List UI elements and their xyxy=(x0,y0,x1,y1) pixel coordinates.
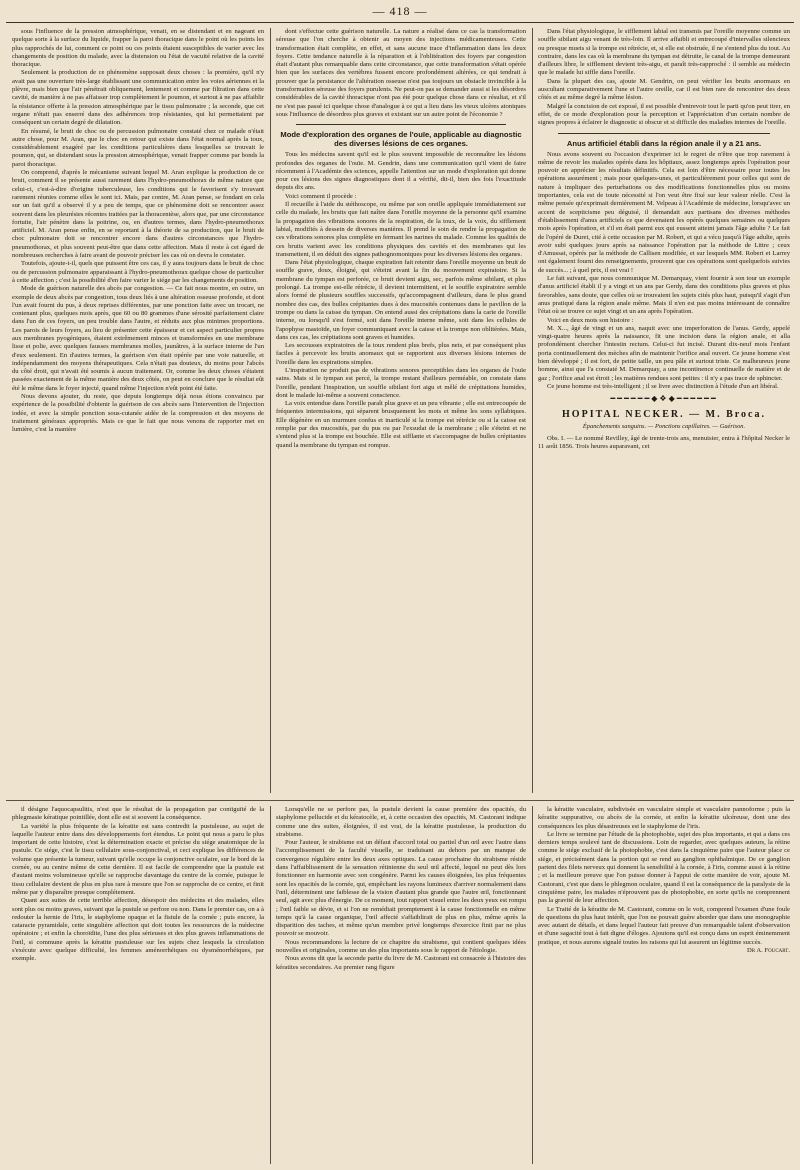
paragraph: En résumé, le bruit de choc ou de percussion pulmonaire constaté chez ce malade n'était autre chose, pour M. Aran, que le choc en retour qui existe dans l'état normal après la toux, considérablement exagéré par les conditions particulières dans lesquelles se trouvait le poumon, qui, se distendant sous la pression atmosphérique, venait frapper comme par bonds la paroi thoracique. xyxy=(12,127,264,168)
paragraph: Mode de guérison naturelle des abcès par congestion. — Ce fait nous montre, en outre, un exemple de deux abcès par congestion, tous deux liés à une altération osseuse profonde, et dont l'un avait fourni du pus, à deux reprises différentes, par une ponction faite avec un trocart, ne contenant plus, quelques mois après, que 60 ou 80 grammes d'une sérosité parfaitement claire dans l'un de ces foyers, un peu trouble dans l'autre, et réduits aux plus minimes proportions. Les parois de leurs foyers, au lieu de présenter cette épaisseur et cet aspect particulier propres aux membranes pyogéniques, étaient extrêmement minces et transformées en une membrane lisse et polie, avec quelques fausses membranes molles, jaunâtres, à la surface interne de l'un d'eux seulement. En d'autres termes, la guérison s'en était opérée par une voie naturelle, et indépendamment des moyens thérapeutiques. Cela n'était pas douteux, du moins pour l'abcès du côté droit, qui n'avait été soumis à aucun traitement. Or, comme les deux choses s'étaient passées exactement de la même manière des deux côtés, on peut en conclure que le résultat eût été le même dans le foyer injecté, quand même l'injection n'eût point été faite. xyxy=(12,285,264,392)
top-column-1 xyxy=(12,28,264,793)
paragraph: Nous recommandons la lecture de ce chapitre du strabisme, qui contient quelques idées nouvelles et originales, comme un des plus importants sous le rapport de l'étiologie. xyxy=(276,938,526,955)
paragraph: Voici en deux mots son histoire : xyxy=(547,316,634,324)
paragraph: Tous les médecins savent qu'il est le plus souvent impossible de reconnaître les lésions profondes des organes de l'ouïe. M. Gendrin, dans une communication qu'il vient de faire récemment à l'Académie des sciences, appelle l'attention sur un mode d'exploration qui donne pour ces lésions des signes diagnostiques dont il a vérifié, dit-il, bien des fois l'exactitude depuis dix ans. xyxy=(276,151,526,192)
paragraph: sous l'influence de la pression atmosphérique, venait, en se distendant et en nageant en quelque sorte à la surface du liquide, frapper la paroi thoracique dans le point où les points les plus rapprochés de lui, comment ce point ou ces points étaient susceptibles de varier avec les changements de position du malade, avec la distension ou l'état de vacuité relative de la cavité thoracique. xyxy=(12,28,264,69)
paragraph: Le fait suivant, que nous communique M. Demarquay, vient fournir à son tour un exemple d'anus artificiel établi il y a vingt et un ans par Gerdy, dans des conditions plus graves et plus favorables, sans doute, que celles où se trouvaient les sujets cités plus haut, puisqu'il s'agit d'un anus pratiqué dans la région anale même. Mais il n'en est pas moins intéressant de connaître l'état où se trouve ce sujet vingt et un ans après l'opération. xyxy=(538,275,790,316)
section-title-ear-exploration: Mode d'exploration des organes de l'ouïe, applicable au diagnostic des diverses lésions de ces organes. xyxy=(280,130,522,149)
paragraph: Dans la plupart des cas, ajoute M. Gendrin, on peut vérifier les bruits anormaux en auscultant comparativement l'une et l'autre oreille, car il est bien rare de rencontrer des deux côtés et au même degré la même lésion. xyxy=(538,77,790,102)
paragraph: L'inspiration ne produit pas de vibrations sonores perceptibles dans les organes de l'ouïe sains. Mais si le tympan est percé, la trompe restant d'ailleurs perméable, on constate dans l'oreille, pendant l'inspiration, un souffle sibilant fort aigu et mêlé de crépitations humides, dont le malade lui-même a souvent conscience. xyxy=(276,366,526,399)
paragraph: Nous devons ajouter, du reste, que depuis longtemps déjà nous étions convaincu par expérience de la possibilité d'obtenir la guérison de ces abcès sans l'intervention de l'injection iodée, et avec la simple ponction sous-cutanée aidée de la compression et des moyens de traitement généraux appropriés. Mais ce que le fait que nous venons de rapporter met en lumière, c'est la manière xyxy=(12,393,264,434)
paragraph: La variété la plus fréquente de la kératite est sans contredit la pustuleuse, au sujet de laquelle l'auteur entre dans des développements fort étendus. Le point qui nous a paru le plus important de cette histoire, c'est la détermination exacte et précise du siége anatomique de la pustule. Ce siége, c'est le tissu cellulaire sous-conjonctival, et ceci explique les différences de volume que présente la tumeur, suivant qu'elle occupe la conjonctive oculaire, sur le bord de la cornée, ou au centre même de cette dernière. Il est facile de comprendre que la pustule est d'autant moins volumineuse qu'elle se rapproche davantage du centre de la cornée, puisque le tissu cellulaire devient de plus en plus rare à mesure que l'on se rapproche de ce centre, et finit même par y disparaître presque complétement. xyxy=(12,822,264,896)
paragraph: dont s'effectue cette guérison naturelle. La nature a réalisé dans ce cas la transformation séreuse que l'on cherche à obtenir au moyen des injections médicamenteuses. Cette transformation était complète, en effet, et sans aucune trace d'inflammation dans les deux foyers. Cette tendance naturelle à la réparation et à l'oblitération des foyers par congestion était d'autant plus remarquable dans cette circonstance, que cette transformation s'était opérée bien que les surfaces des vertèbres fussent encore profondément altérées, ce qui tendrait à prouver que la persistance de l'altération osseuse n'est pas toujours un obstacle invincible à la transformation séreuse des foyers purulents. Ne peut-on pas se demander aussi si les désordres considérables de la cavité thoracique n'ont pas été pour quelque chose dans ce résultat, et s'il ne s'est pas passé ici quelque chose d'analogue à ce qui a lieu dans les vieux ulcères atoniques sous l'influence de désordres plus graves et existant sur un autre point de l'économie ? xyxy=(276,28,526,118)
header-rule xyxy=(6,22,794,23)
paragraph: Quant aux suites de cette terrible affection, désespoir des médecins et des malades, elles sont plus ou moins graves, suivant que la pustule se perfore ou non. Dans le premier cas, on a à redouter la hernie de l'iris, le staphylome opaque et la fistule de la cornée ; puis encore, la cataracte pyramidale, cette singulière affection qui doit toutes les ressources de la médecine opératoire ; et enfin la choroïdite, l'une des plus sérieuses et des plus graves inflammations de l'œil, si commune après la kératite pustuleuse sur les sujets chez lesquels la circulation s'exécute avec quelque difficulté, les femmes aménorrhéiques ou dysménorrhéiques, par exemple. xyxy=(12,897,264,963)
paragraph: Ce jeune homme est très-intelligent ; il se livre avec distinction à l'étude d'un art libéral. xyxy=(547,382,779,390)
paragraph: Le Traité de la kératite de M. Castorani, comme on le voit, comprend l'examen d'une foule de questions du plus haut intérêt, que l'on ne pouvait guère aborder que dans une monographie avec autant de détails, et dans lequel l'auteur fait preuve d'un remarquable talent d'observation et d'une sagacité tout à fait digne d'éloges. Ajoutons qu'il est conçu dans un esprit éminemment pratique, et nous aurons signalé toutes les raisons qui lui assurent un légitime succès. xyxy=(538,905,790,946)
paragraph: Malgré la concision de cet exposé, il est possible d'entrevoir tout le parti qu'on peut tirer, en effet, de ce mode d'exploration pour la perception et l'appréciation d'un certain nombre de signes propres à éclairer le diagnostic si obscur et si difficile des maladies internes de l'oreille. xyxy=(538,102,790,127)
paragraph: Nous avons souvent eu l'occasion d'exprimer ici le regret de n'être que trop rarement à même de revoir les malades opérés dans les hôpitaux, assez longtemps après l'opération pour pouvoir en apprécier les résultats définitifs. Cela est loin d'être nécessaire pour toutes les opérations assurément ; mais pour quelques-unes, et particulièrement pour celles qui sont de nature à impliquer des perturbations ou des modifications fonctionnelles plus ou moins importantes, cela est de toute nécessité si l'on veut être fixé sur leur valeur réelle. C'est la même pensée qu'exprimait dernièrement M. Velpeau à l'Académie de médecine, lorsqu'avec un accent de scepticisme peu déguisé, il demandait aux partisans des diverses méthodes d'établissement d'anus artificiels ce que devenaient les opérés quelques semaines ou quelques mois après l'opération, et s'il en était parmi eux qui eussent atteint jamais l'âge adulte ? Le fait de l'opéré de Duret, cité à cette occasion par M. Robert, et qui a vécu jusqu'à l'âge adulte, après avoir subi quelques jours après sa naissance l'opération par la méthode de Littre ; ceux d'Amussat, opérés par la méthode de Callisen modifiée, et sur lesquels MM. Robert et Larrey ont également fourni des renseignements, prouvent que ces opérations sont quelquefois suivies de succès... ; à quel prix, il est vrai ! xyxy=(538,150,790,274)
author-signature: Dr A. Foucart. xyxy=(746,947,790,955)
top-column-2 xyxy=(276,28,526,793)
paragraph: Voici comment il procède : xyxy=(285,192,357,200)
paragraph: La voix entendue dans l'oreille paraît plus grave et un peu vibrante ; elle est entrecoupée de fréquentes intermissions, qui séparent brusquement les mots et même les sons syllabiques. Elle dégénère en un murmure confus et inarticulé si la trompe est rétrécie ou si la caisse est remplie par des mucosités, par du pus ou par l'exsudat de la membrane ; elle s'éteint et ne s'entend plus si la trompe est bouchée. Elle est sifflante et s'accompagne de bulles crépitantes quand la membrane du tympan est rompue. xyxy=(276,400,526,449)
top-column-3 xyxy=(538,28,790,793)
bottom-column-2 xyxy=(276,806,526,1164)
column-divider xyxy=(532,28,533,793)
paragraph: Les secousses expiratoires de la toux rendent plus brefs, plus nets, et par conséquent plus faciles à percevoir les bruits anomaux qui se rapportent aux diverses lésions internes de l'oreille dans les expirations simples. xyxy=(276,342,526,366)
ornament-divider: ━━━━━━◆❖◆━━━━━━ xyxy=(610,394,718,404)
page-number: — 418 — xyxy=(372,4,428,18)
section-rule xyxy=(558,133,770,134)
paragraph: M. X..., âgé de vingt et un ans, naquit avec une imperforation de l'anus. Gerdy, appelé vingt-quatre heures après la naissance, fit une incision dans la région anale, et alla profondément chercher l'intestin rectum. Celui-ci fut incisé. Durant dix-neuf mois l'enfant porta continuellement des mèches afin de maintenir l'orifice anal ouvert. Ce jeune homme s'est bien développé ; il est fort, de petite taille, un peu pâle et surtout triste. Ce malheureux jeune homme, ainsi que l'a constaté M. Demarquay, a une incontinence continuelle de matière et de gaz ; l'orifice anal est étroit ; les matières rendues sont petites : il n'y a pas trace de sphincter. xyxy=(538,324,790,382)
paragraph: Il recueille à l'aide du stéthoscope, ou même par son oreille appliquée immédiatement sur celle du malade, les bruits que fait naître dans l'oreille moyenne de la personne qu'il examine la propagation des vibrations sonores de la respiration, de la toux, de la voix, du sifflement labial, modifiés à dessein de diverses manières. Il prend le soin de rendre la propagation de ces vibrations sonores plus complète en fermant les narines du malade. Comme les qualités de ces bruits varient avec les conditions physiques des cavités et des membranes qui les transmettent, il en déduit des signes pathognomoniques pour les diverses lésions des organes. xyxy=(276,201,526,258)
paragraph: Dans l'état physiologique, chaque expiration fait retentir dans l'oreille moyenne un bruit de souffle grave, doux, éloigné, qui s'éteint avant la fin du mouvement expiratoire. Si la membrane du tympan est perforée, ce bruit devient aigu, sec, parfois même sibilant, et plus prolongé. La trompe est-elle rétrécie, il devient intermittent, et le souffle expiratoire semble alors formé de plusieurs souffles successifs, qu'accompagnent d'ailleurs, dans le plus grand nombre des cas, des bulles crépitantes dues à des mucosités contenues dans le pavillon de la trompe ou dans la caisse du tympan. On entend aussi des crépitations dans la carie de l'oreille interne, ou lorsqu'il s'est formé, soit dans l'oreille interne même, soit dans les cellules de l'apophyse mastoïde, un foyer communiquant avec la caisse et la trompe non oblitérées. Mais, dans ces cas, les crépitations sont graves et humides. xyxy=(276,259,526,341)
bottom-column-3 xyxy=(538,806,790,1164)
paragraph: Toutefois, ajoute-t-il, quels que puissent être ces cas, il y aura toujours dans le bruit de choc ou de percussion pulmonaire apparaissant à l'hydro-pneumothorax quelque chose de particulier à cette affection ; c'est la possibilité d'en faire varier le siége par les changements de position. xyxy=(12,260,264,284)
paragraph: Seulement la production de ce phénomène supposait deux choses : la première, qu'il n'y avait pas une ouverture très-large établissant une communication entre les voies aériennes et la plèvre, mais bien que l'air pénétrait obliquement, lentement et comme par filtration dans cette cavité, de manière à ne pas affaisser trop complètement le poumon, et surtout à ne pas affaiblir la résistance offerte à la pression atmosphérique par le tissu pulmonaire ; la seconde, que cet organe n'était pas enserré dans des adhérences trop résistantes, qui lui permettaient par conséquent un certain degré de dilatation. xyxy=(12,69,264,127)
column-divider xyxy=(532,806,533,1164)
paragraph: Obs. I. — Le nommé Revilley, âgé de trente-trois ans, menuisier, entra à l'hôpital Necker le 11 août 1856. Trois heures auparavant, cet xyxy=(538,434,790,451)
paragraph: Pour l'auteur, le strabisme est un défaut d'accord total ou partiel d'un œil avec l'autre dans l'accomplissement de la faculté visuelle, se traduisant au dehors par un manque de convergence régulière entre les deux axes optiques. La cause prochaine du strabisme réside dans l'affaiblissement de la sensation rétinienne du seul œil affecté, lequel ne peut dès lors fonctionner en harmonie avec son congénère. Parmi les causes éloignées, les plus fréquentes sont les opacités de la cornée, qui, empêchant les rayons lumineux d'arriver normalement dans l'œil, déterminent une faiblesse de la vision d'autant plus grande que l'autre œil, fonctionnant seul, agit avec plus d'énergie. De ce moment, tout rapport visuel entre les deux yeux est rompu ; l'œil faible se dévie, et si l'on ne remédiait promptement à la cause fonctionnelle en même temps qu'à la cause organique, l'œil affecté s'affaiblirait de plus en plus, même après la disparition des taches, et même qu'un membre privé longtemps d'exercice finit par ne plus pouvoir se mouvoir. xyxy=(276,839,526,938)
hospital-subtitle: Épanchements sanguins. — Ponctions capillaires. — Guérison. xyxy=(582,423,746,431)
column-divider xyxy=(270,28,271,793)
paragraph: la kératite vasculaire, subdivisée en vasculaire simple et vasculaire pannoforme ; puis la kératite suppurative, ou abcès de la cornée, et enfin la kératite ulcéreuse, dont une des conséquences les plus désastreuses est le staphylome de l'iris. xyxy=(538,806,790,830)
paragraph: On comprend, d'après le mécanisme suivant lequel M. Aran explique la production de ce bruit, comment il se présente aussi rarement dans l'hydro-pneumothorax de même nature que celui-ci, c'est-à-dire d'origine tuberculeuse, les conditions qui le favorisent s'y trouvant rarement réunies comme elles le sont ici. Mais, par contre, M. Aran pense, se fondant en cela sur un fait qu'il a observé il y a peu de temps, que ce phénomène doit se rencontrer assez souvent dans les pleurésies récentes traitées par la thoracentèse, alors que, par une circonstance fortuite, l'air pénètre dans la poitrine, ou, en d'autres termes, dans l'hydro-pneumothorax artificiel. M. Aran pense enfin, en se reportant à la théorie de sa production, que le bruit de choc pulmonaire doit se rencontrer encore dans d'autres circonstances que l'hydro-pneumothorax, et plus souvent peut-être que dans cette affection. Mais il reste à cet égard de nombreuses recherches à faire avant de pouvoir préciser les cas où on devra le constater. xyxy=(12,169,264,260)
paragraph: Nous avons dit que la seconde partie du livre de M. Castorani est consacrée à l'histoire des kératites secondaires. Au premier rang figure xyxy=(276,955,526,971)
feuilleton-divider xyxy=(6,800,794,801)
paragraph: Lorsqu'elle ne se perfore pas, la pustule devient la cause première des opacités, du staphylome pellucide et du kératocèle, et, à cette occasion des opacités, M. Castorani indique comme une des suites, éloignées, il est vrai, de la kératite pustuleuse, la production du strabisme. xyxy=(276,806,526,838)
paragraph: Le livre se termine par l'étude de la photophobie, sujet des plus importants, et qui a dans ces derniers temps soulevé tant de discussions. Loin de regarder, avec quelques auteurs, la rétine comme le siége exclusif de la photophobie, c'est dans la cinquième paire que l'auteur place ce siége, et précisément dans la portion qui se rend au ganglion ophthalmique. De ce ganglion partent des filets nerveux qui donnent la sensibilité à la cornée, à l'iris, comme aussi à la rétine ; et la meilleure preuve que l'on puisse donner à l'appui de cette manière de voir, ajoute M. Castorani, c'est que dans le phlegmon oculaire, quand il est la conséquence de la paralysie de la cinquième paire, les malades n'éprouvent pas de photophobie, en sorte qu'ils ne comprennent pas la gravité de leur affection. xyxy=(538,830,790,905)
column-divider xyxy=(270,806,271,1164)
bottom-column-1 xyxy=(12,806,264,1164)
section-title-artificial-anus: Anus artificiel établi dans la région anale il y a 21 ans. xyxy=(566,138,762,148)
paragraph: Dans l'état physiologique, le sifflement labial est transmis par l'oreille moyenne comme un souffle sibilant aigu venant de très-loin. Il arrive affaibli et entrecoupé d'intervalles silencieux ou presque muets si la trompe est rétrécie, et, si elle est obstruée, il ne s'entend plus du tout. Au contraire, dans les cas où la membrane du tympan est détruite, le canal de la trompe demeurant d'ailleurs libre, le sifflement devient très-aigu, et paraît très-rapproché : il semble au médecin que le malade lui siffle dans l'oreille. xyxy=(538,28,790,77)
section-rule xyxy=(296,124,506,125)
hospital-title: HOPITAL NECKER. — M. Broca. xyxy=(562,409,766,421)
paragraph: il désigne l'aquocapsulitis, n'est que le résultat de la propagation par contiguïté de la phlegmasie kératique pointillée, dont elle est si souvent la conséquence. xyxy=(12,806,264,822)
